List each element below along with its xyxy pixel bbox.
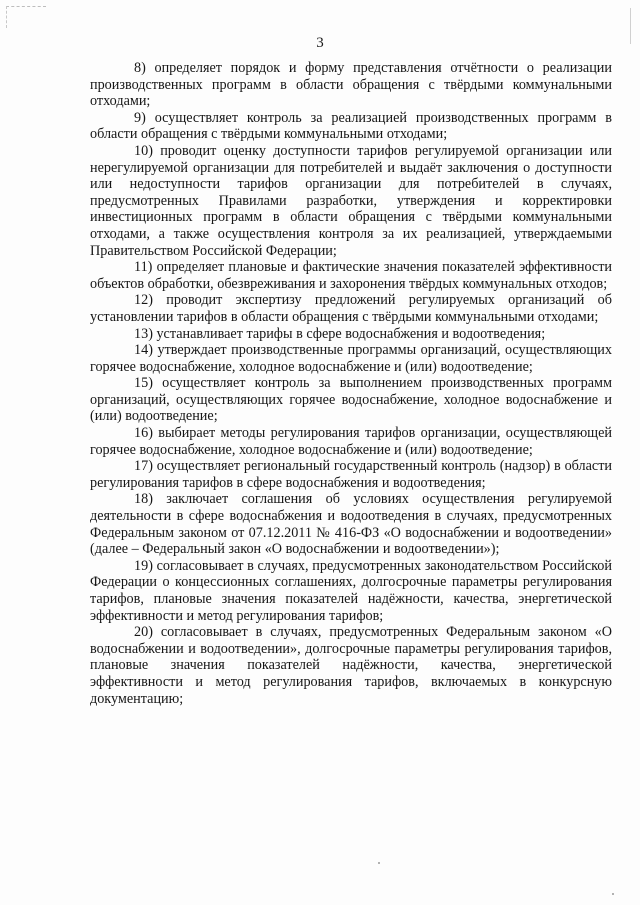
list-item: 13) устанавливает тарифы в сфере водоснабжения и водоотведения; (134, 325, 546, 342)
list-item: 14) утверждает производственные программы организаций, осуществляющих горячее водоснабжение, холодное водоснабжение и (или) водоотведение; (90, 342, 612, 375)
list-item: 12) проводит экспертизу предложений регулируемых организаций об установлении тарифов в области обращения с твёрдыми коммунальными отходами; (90, 292, 612, 325)
list-item: 10) проводит оценку доступности тарифов регулируемой организации или нерегулируемой организации для потребителей и выдаёт заключения о доступности или недоступности тарифов организации для потребителей в случаях, предусмотренных Правилами разработки, утверждения и корректировки инвестиционных программ в области обращения с твёрдыми коммунальными отходами, а также осуществления контроля за их реализацией, утверждаемыми Правительством Российской Федерации; (90, 142, 612, 259)
list-item: 18) заключает соглашения об условиях осуществления регулируемой деятельности в сфере водоснабжения и водоотведения в случаях, предусмотренных Федеральным законом от 07.12.2011 № 416-ФЗ «О водоснабжении и водоотведении» (далее – Федеральный закон «О водоснабжении и водоотведении»); (90, 491, 612, 558)
document-body (90, 60, 612, 707)
page-number: 3 (316, 35, 324, 51)
list-item: 9) осуществляет контроль за реализацией производственных программ в области обращения с твёрдыми коммунальными отходами; (90, 109, 612, 143)
scan-speck (378, 862, 380, 864)
list-item: 11) определяет плановые и фактические значения показателей эффективности объектов обработки, обезвреживания и захоронения твёрдых коммунальных отходов; (90, 259, 612, 292)
list-item: 20) согласовывает в случаях, предусмотренных Федеральным законом «О водоснабжении и водоотведении», долгосрочные параметры регулирования тарифов, плановые значения показателей надёжности, качества, энергетической эффективности и метод регулирования тарифов, включаемых в конкурсную документацию; (90, 624, 612, 707)
list-item: 16) выбирает методы регулирования тарифов организации, осуществляющей горячее водоснабжение, холодное водоснабжение и (или) водоотведение; (90, 425, 612, 458)
list-item: 17) осуществляет региональный государственный контроль (надзор) в области регулирования тарифов в сфере водоснабжения и водоотведения; (90, 458, 612, 491)
list-item: 15) осуществляет контроль за выполнением производственных программ организаций, осуществляющих горячее водоснабжение, холодное водоснабжение и (или) водоотведение; (90, 375, 612, 425)
scan-speck (612, 893, 614, 895)
scan-corner-mark-vertical (6, 6, 8, 28)
list-item: 8) определяет порядок и форму представления отчётности о реализации производственных программ в области обращения с твёрдыми коммунальными отходами; (90, 60, 612, 110)
list-item: 19) согласовывает в случаях, предусмотренных законодательством Российской Федерации о концессионных соглашениях, долгосрочные параметры регулирования тарифов, плановые значения показателей надёжности, качества, энергетической эффективности и метод регулирования тарифов; (90, 557, 612, 624)
scan-corner-mark (6, 6, 46, 8)
